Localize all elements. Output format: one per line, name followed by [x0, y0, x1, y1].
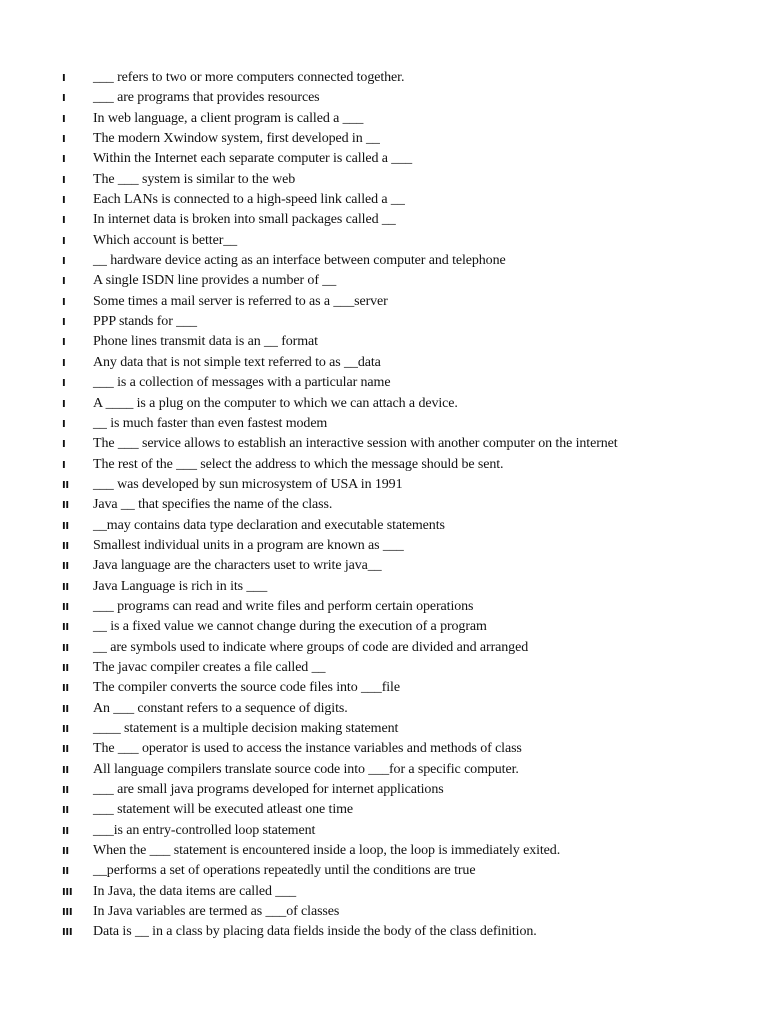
- question-text: ____ statement is a multiple decision making statement: [93, 721, 399, 736]
- question-row: [0, 70, 768, 90]
- unit-label: II: [62, 540, 69, 552]
- unit-label: II: [62, 764, 69, 776]
- unit-label: II: [62, 601, 69, 613]
- question-text: In Java, the data items are called ___: [93, 883, 297, 899]
- question-row: [0, 640, 768, 660]
- question-row: [0, 212, 768, 232]
- unit-label: I: [62, 317, 66, 329]
- unit-label: I: [62, 235, 66, 247]
- unit-label: II: [62, 561, 69, 573]
- question-row: [0, 314, 768, 334]
- question-text: Java language are the characters uset to write java__: [93, 558, 382, 574]
- unit-label: II: [62, 866, 69, 878]
- unit-label: II: [62, 724, 69, 735]
- question-row: [0, 558, 768, 578]
- unit-label: I: [62, 174, 66, 186]
- question-row: [0, 477, 768, 497]
- question-row: [0, 436, 768, 456]
- question-row: [0, 253, 768, 273]
- question-row: [0, 599, 768, 619]
- unit-label: II: [62, 825, 69, 837]
- question-text: ___ is a collection of messages with a particular name: [93, 375, 391, 391]
- question-text: The ___ system is similar to the web: [93, 171, 296, 187]
- question-row: [0, 273, 768, 293]
- question-row: [0, 680, 768, 700]
- question-text: An ___ constant refers to a sequence of digits.: [93, 700, 348, 716]
- question-text: Which account is better__: [93, 232, 238, 248]
- unit-label: I: [62, 337, 66, 349]
- unit-label: III: [62, 886, 73, 898]
- question-row: [0, 497, 768, 517]
- question-text: In web language, a client program is called a ___: [93, 110, 364, 126]
- unit-label: I: [62, 93, 66, 105]
- question-text: A single ISDN line provides a number of __: [93, 273, 337, 289]
- question-text: ___ refers to two or more computers connected together.: [93, 70, 405, 85]
- question-text: When the ___ statement is encountered inside a loop, the loop is immediately exited.: [93, 843, 561, 859]
- question-text: Java Language is rich in its ___: [93, 578, 268, 594]
- question-row: [0, 416, 768, 436]
- question-row: [0, 111, 768, 131]
- unit-label: III: [62, 927, 73, 939]
- question-row: [0, 538, 768, 558]
- question-list: [0, 70, 768, 945]
- question-row: [0, 396, 768, 416]
- question-text: PPP stands for ___: [93, 314, 197, 330]
- unit-label: I: [62, 418, 66, 430]
- question-text: Within the Internet each separate computer is called a ___: [93, 151, 412, 167]
- question-text: The rest of the ___ select the address to which the message should be sent.: [93, 456, 504, 472]
- question-text: __ hardware device acting as an interface between computer and telephone: [93, 253, 506, 269]
- question-row: [0, 823, 768, 843]
- question-row: [0, 762, 768, 782]
- question-row: [0, 802, 768, 822]
- unit-label: I: [62, 357, 66, 369]
- unit-label: I: [62, 256, 66, 268]
- question-text: Java __ that specifies the name of the class.: [93, 497, 333, 513]
- question-row: [0, 619, 768, 639]
- unit-label: II: [62, 785, 69, 797]
- unit-label: II: [62, 683, 69, 695]
- question-text: The compiler converts the source code files into ___file: [93, 680, 400, 696]
- unit-label: II: [62, 500, 69, 512]
- question-row: [0, 741, 768, 761]
- question-row: [0, 131, 768, 151]
- question-text: __ is much faster than even fastest modem: [93, 415, 328, 431]
- question-text: Smallest individual units in a program are known as ___: [93, 537, 404, 553]
- question-row: [0, 172, 768, 192]
- question-row: [0, 233, 768, 253]
- unit-label: II: [62, 581, 69, 593]
- question-row: [0, 782, 768, 802]
- unit-label: II: [62, 744, 69, 756]
- question-row: [0, 924, 768, 944]
- question-text: A ____ is a plug on the computer to which we can attach a device.: [93, 395, 458, 411]
- unit-label: I: [62, 134, 66, 146]
- question-text: ___ are small java programs developed for internet applications: [93, 782, 444, 798]
- question-row: [0, 457, 768, 477]
- unit-label: I: [62, 215, 66, 227]
- question-text: In Java variables are termed as ___of classes: [93, 904, 340, 920]
- question-text: ___ statement will be executed atleast one time: [93, 802, 354, 818]
- question-text: Some times a mail server is referred to as a ___server: [93, 293, 388, 309]
- question-row: [0, 334, 768, 354]
- question-text: All language compilers translate source code into ___for a specific computer.: [93, 761, 519, 777]
- unit-label: II: [62, 622, 69, 634]
- question-text: The javac compiler creates a file called __: [93, 659, 326, 675]
- question-text: ___ was developed by sun microsystem of USA in 1991: [93, 476, 403, 492]
- question-text: ___is an entry-controlled loop statement: [93, 822, 316, 838]
- question-row: [0, 579, 768, 599]
- unit-label: II: [62, 662, 69, 674]
- unit-label: I: [62, 378, 66, 390]
- unit-label: II: [62, 805, 69, 817]
- question-text: The modern Xwindow system, first developed in __: [93, 131, 380, 147]
- question-text: The ___ service allows to establish an interactive session with another computer on the internet: [93, 436, 618, 452]
- question-row: [0, 294, 768, 314]
- unit-label: I: [62, 439, 66, 451]
- question-text: The ___ operator is used to access the instance variables and methods of class: [93, 741, 522, 757]
- question-row: [0, 721, 768, 741]
- question-row: [0, 863, 768, 883]
- question-text: __ is a fixed value we cannot change during the execution of a program: [93, 619, 487, 635]
- question-text: Phone lines transmit data is an __ format: [93, 334, 318, 350]
- question-text: Any data that is not simple text referred to as __data: [93, 354, 381, 370]
- unit-label: III: [62, 907, 73, 919]
- question-text: __ are symbols used to indicate where groups of code are divided and arranged: [93, 639, 529, 655]
- question-text: ___ are programs that provides resources: [93, 90, 320, 106]
- question-text: ___ programs can read and write files and perform certain operations: [93, 598, 474, 614]
- question-row: [0, 375, 768, 395]
- unit-label: II: [62, 479, 69, 491]
- unit-label: I: [62, 73, 66, 84]
- question-row: [0, 843, 768, 863]
- unit-label: II: [62, 703, 69, 715]
- unit-label: I: [62, 154, 66, 166]
- question-text: __performs a set of operations repeatedly until the conditions are true: [93, 863, 476, 879]
- question-row: [0, 884, 768, 904]
- question-text: Data is __ in a class by placing data fields inside the body of the class definition.: [93, 924, 537, 940]
- unit-label: I: [62, 276, 66, 288]
- question-text: __may contains data type declaration and executable statements: [93, 517, 445, 533]
- question-text: In internet data is broken into small packages called __: [93, 212, 396, 228]
- question-row: [0, 151, 768, 171]
- question-row: [0, 90, 768, 110]
- question-row: [0, 518, 768, 538]
- question-row: [0, 355, 768, 375]
- unit-label: II: [62, 642, 69, 654]
- unit-label: I: [62, 398, 66, 410]
- question-row: [0, 192, 768, 212]
- question-row: [0, 904, 768, 924]
- unit-label: I: [62, 195, 66, 207]
- unit-label: II: [62, 520, 69, 532]
- question-row: [0, 701, 768, 721]
- unit-label: I: [62, 113, 66, 125]
- unit-label: II: [62, 846, 69, 858]
- unit-label: I: [62, 296, 66, 308]
- question-row: [0, 660, 768, 680]
- question-text: Each LANs is connected to a high-speed link called a __: [93, 192, 405, 208]
- unit-label: I: [62, 459, 66, 471]
